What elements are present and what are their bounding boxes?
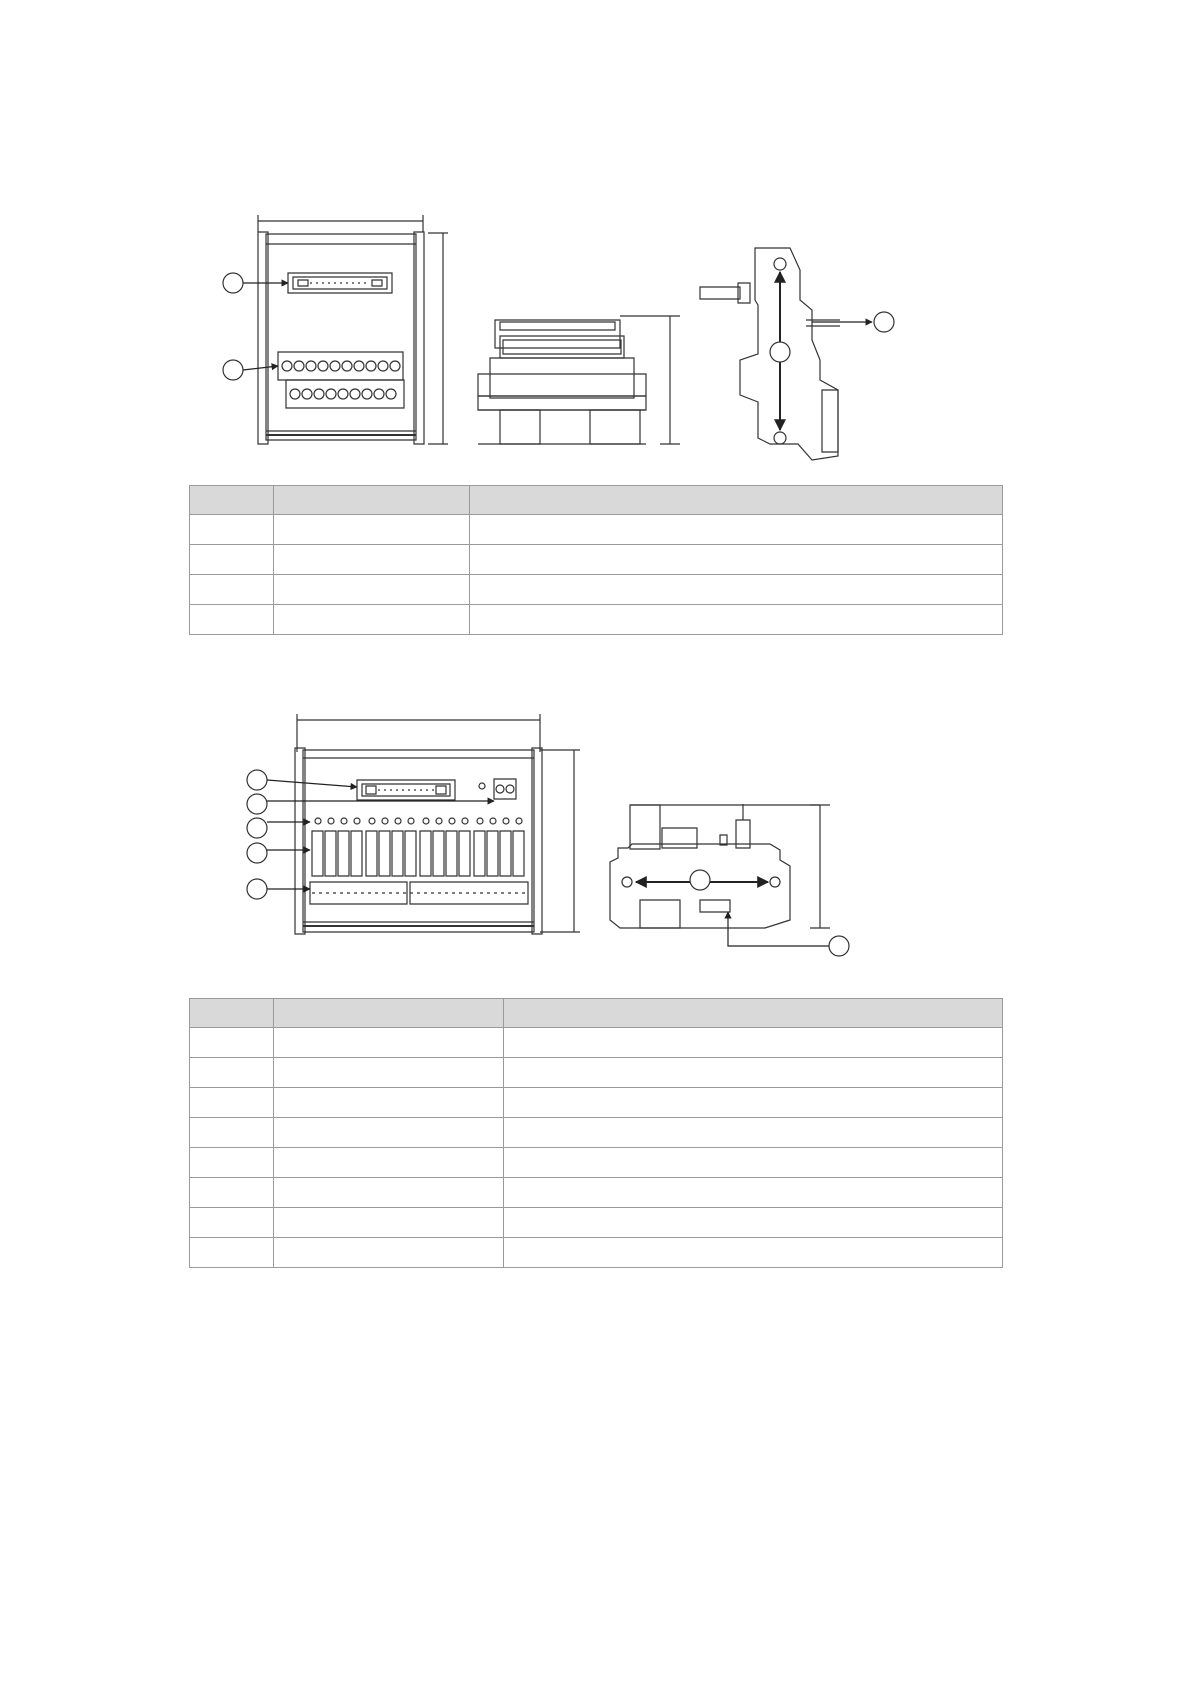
- callout-circle-5: [247, 879, 267, 899]
- table-cell: [504, 1178, 1003, 1208]
- table-cell: [504, 1148, 1003, 1178]
- table-cell: [274, 1088, 504, 1118]
- table-cell: [470, 515, 1003, 545]
- mounting-screw-icon: [622, 877, 632, 887]
- table-cell: [274, 1178, 504, 1208]
- terminal-block: [278, 352, 404, 408]
- callout-circle-4: [874, 312, 894, 332]
- side-view-module: [478, 316, 680, 444]
- table-header-cell: [190, 486, 274, 515]
- table-row: [190, 545, 1003, 575]
- figure-2-svg: [0, 700, 1191, 980]
- table-cell: [504, 1238, 1003, 1268]
- table-row: [190, 1028, 1003, 1058]
- callout-circle-1: [247, 770, 267, 790]
- table-cell: [190, 1058, 274, 1088]
- ribbon-connector: [288, 273, 392, 293]
- table-header-row: [190, 999, 1003, 1028]
- table-cell: [190, 1118, 274, 1148]
- relay-front-view: [247, 714, 580, 934]
- table-cell: [190, 1208, 274, 1238]
- table-cell: [470, 575, 1003, 605]
- table-cell: [504, 1118, 1003, 1148]
- table-cell: [190, 1148, 274, 1178]
- power-led-icon: [479, 783, 485, 789]
- power-terminal: [479, 779, 516, 799]
- output-terminal-block: [310, 882, 528, 904]
- table-header-cell: [274, 999, 504, 1028]
- table-cell: [504, 1058, 1003, 1088]
- table-cell: [274, 575, 470, 605]
- table-cell: [504, 1028, 1003, 1058]
- table-header-cell: [504, 999, 1003, 1028]
- figure-1-svg: [0, 0, 1191, 460]
- table-header-cell: [274, 486, 470, 515]
- table-cell: [470, 545, 1003, 575]
- table-row: [190, 1208, 1003, 1238]
- table-cell: [274, 605, 470, 635]
- table-cell: [190, 1028, 274, 1058]
- table-header-cell: [190, 999, 274, 1028]
- ribbon-connector: [357, 780, 455, 800]
- table-cell: [274, 1028, 504, 1058]
- table-row: [190, 1118, 1003, 1148]
- table-row: [190, 1058, 1003, 1088]
- table-cell: [190, 515, 274, 545]
- figure-2-relay-module-drawings: [0, 700, 1191, 980]
- table-cell: [190, 1178, 274, 1208]
- table-row: [190, 575, 1003, 605]
- table-cell: [274, 1118, 504, 1148]
- table-cell: [190, 1238, 274, 1268]
- spec-table-1: [189, 485, 1003, 635]
- table-row: [190, 1238, 1003, 1268]
- table-cell: [274, 1238, 504, 1268]
- spec-table-2: [189, 998, 1003, 1268]
- callout-circle-4: [247, 843, 267, 863]
- table-cell: [274, 1148, 504, 1178]
- relay-side-view: [610, 804, 849, 956]
- relay-row: [312, 831, 524, 876]
- led-row: [315, 818, 522, 824]
- front-view-module: [223, 215, 448, 444]
- callout-circle-1: [223, 273, 243, 293]
- table-header-row: [190, 486, 1003, 515]
- callout-circle-7: [829, 936, 849, 956]
- table-cell: [274, 1208, 504, 1238]
- table-row: [190, 1088, 1003, 1118]
- figure-1-module-drawings: [0, 0, 1191, 460]
- table-cell: [274, 515, 470, 545]
- table-cell: [274, 1058, 504, 1088]
- table-row: [190, 605, 1003, 635]
- table-cell: [190, 575, 274, 605]
- callout-circle-2: [223, 360, 243, 380]
- table-row: [190, 1148, 1003, 1178]
- callout-circle-3: [247, 818, 267, 838]
- callout-circle-3: [770, 342, 790, 362]
- table-cell: [470, 605, 1003, 635]
- table-row: [190, 515, 1003, 545]
- table-cell: [274, 545, 470, 575]
- table-row: [190, 1178, 1003, 1208]
- mounting-screw-icon: [770, 877, 780, 887]
- mounting-screw-icon: [774, 258, 786, 270]
- mounting-screw-icon: [774, 432, 786, 444]
- table-cell: [190, 605, 274, 635]
- callout-circle-6: [690, 870, 710, 890]
- table-cell: [190, 545, 274, 575]
- table-header-cell: [470, 486, 1003, 515]
- table-cell: [504, 1088, 1003, 1118]
- callout-circle-2: [247, 794, 267, 814]
- table-cell: [190, 1088, 274, 1118]
- table-cell: [504, 1208, 1003, 1238]
- end-view-module: [700, 248, 894, 460]
